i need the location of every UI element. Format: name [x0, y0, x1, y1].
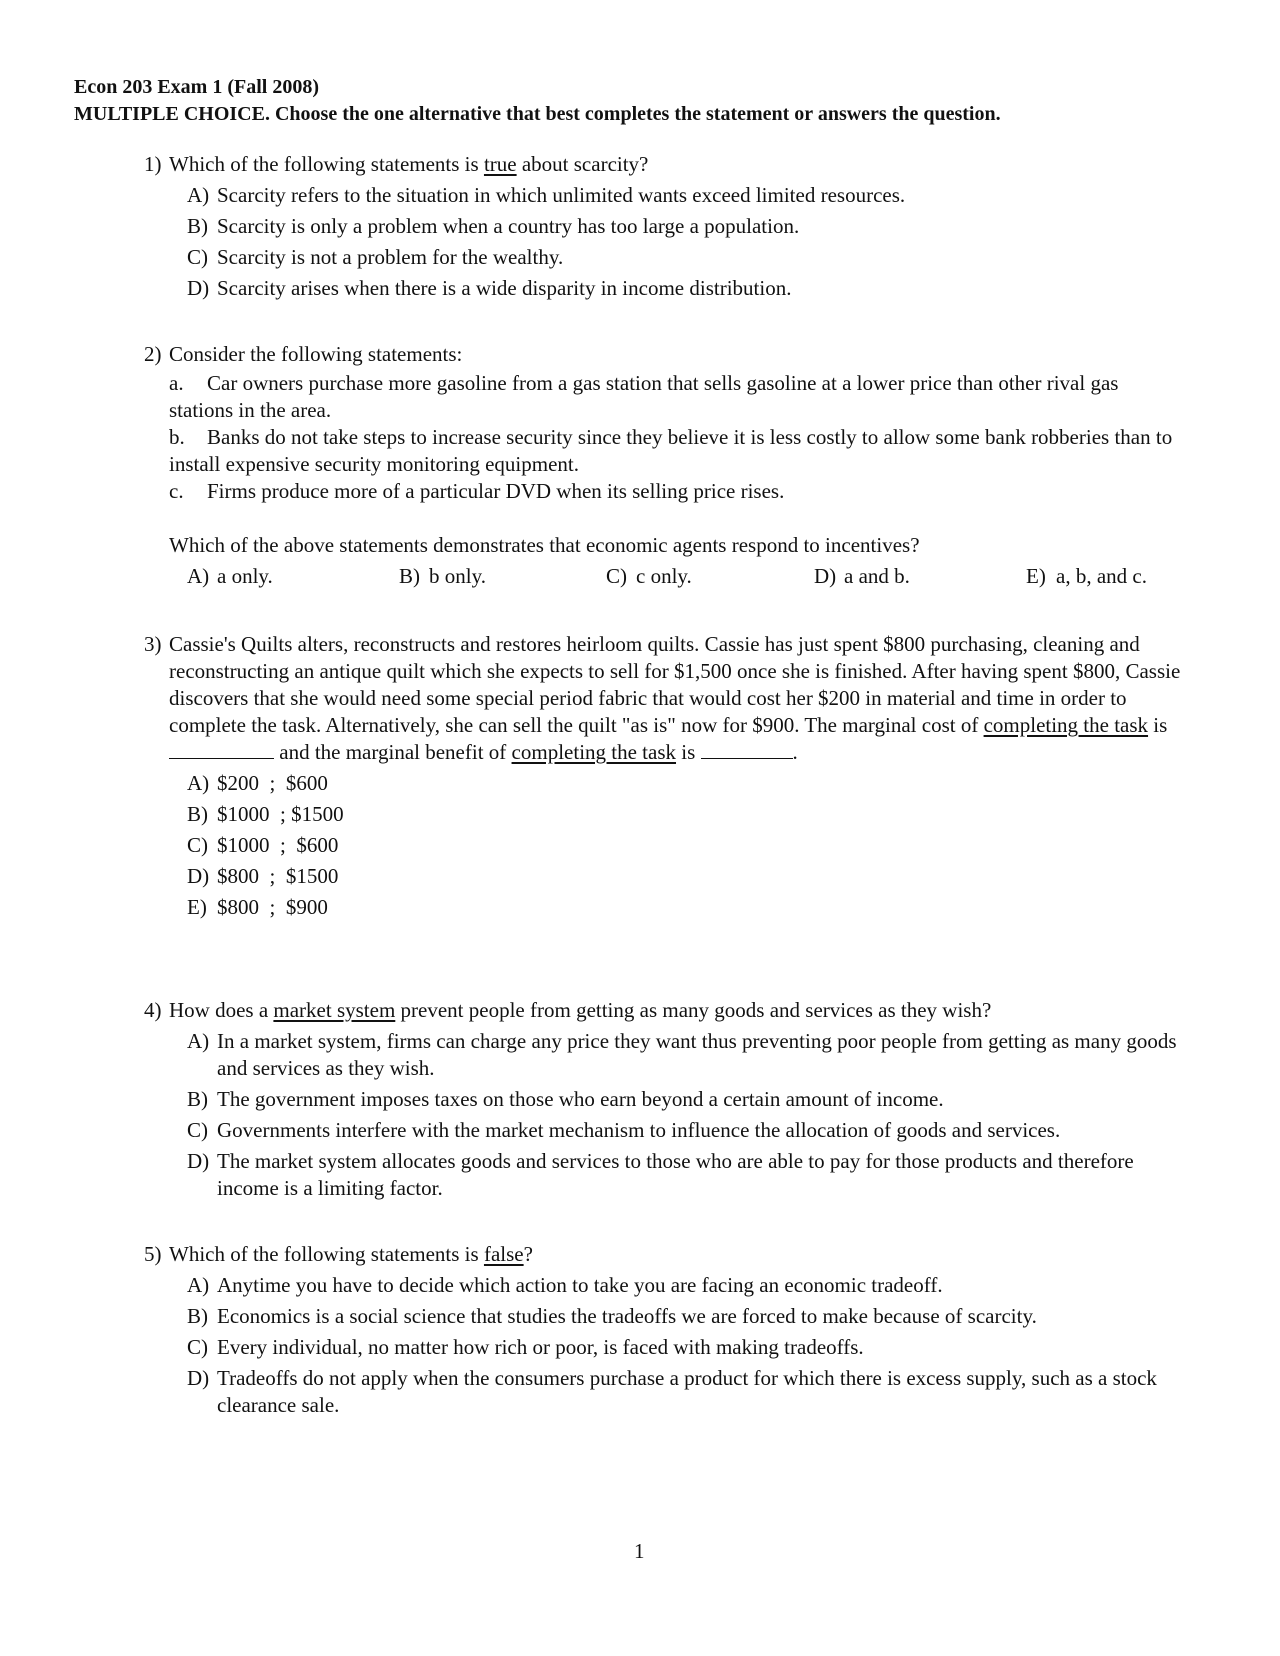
question-number: 1): [144, 152, 162, 176]
choice-a: [187, 770, 1189, 797]
choice-text: $1000 ; $1500: [217, 802, 344, 826]
statement-label: a.: [169, 371, 184, 395]
choice-label: C): [187, 245, 208, 269]
choice-label: C): [187, 833, 208, 857]
stem-underlined: true: [483, 152, 517, 176]
choice-label: C): [187, 1335, 208, 1359]
choice-label: D): [814, 564, 837, 588]
choice-text: a only.: [217, 564, 273, 588]
choice-label: E): [1026, 564, 1046, 588]
choice-text: Governments interfere with the market mechanism to influence the allocation of goods and services.: [217, 1118, 1061, 1142]
statement-text: Firms produce more of a particular DVD when its selling price rises.: [207, 479, 785, 503]
choice-label: D): [187, 276, 210, 300]
question-3: [144, 631, 1189, 925]
answer-choices: [187, 1028, 1184, 1202]
choice-a: [187, 182, 1184, 209]
choice-text: In a market system, firms can charge any price they want thus preventing poor people from getting as many goods and services as they wish.: [217, 1029, 1177, 1080]
choice-text: b only.: [429, 564, 486, 588]
stem-text: and the marginal benefit of: [274, 740, 512, 764]
stem-text: ?: [523, 1242, 533, 1266]
choice-label: A): [187, 564, 210, 588]
choice-d: [187, 275, 1184, 302]
choice-e: [187, 894, 1189, 921]
choice-text: The government imposes taxes on those who earn beyond a certain amount of income.: [217, 1087, 944, 1111]
choice-b: [187, 801, 1189, 828]
choice-label: A): [187, 771, 210, 795]
statement-list: [169, 370, 1184, 505]
question-number: 3): [144, 632, 162, 656]
choice-text: Scarcity is not a problem for the wealthy.: [217, 245, 564, 269]
stem-underlined: market system: [273, 998, 396, 1022]
choice-text: $200 ; $600: [217, 771, 328, 795]
choice-b: [187, 1086, 1184, 1113]
answer-choices: [187, 770, 1189, 921]
stem-text: is: [1148, 713, 1168, 737]
choice-text: Every individual, no matter how rich or poor, is faced with making tradeoffs.: [217, 1335, 864, 1359]
choice-d: [187, 863, 1189, 890]
question-2-stem: [144, 341, 1184, 368]
question-4: [144, 997, 1184, 1206]
statement-a: [169, 370, 1184, 424]
choice-text: Economics is a social science that studies the tradeoffs we are forced to make because of scarcity.: [217, 1304, 1037, 1328]
choice-label: A): [187, 1029, 210, 1053]
statement-label: c.: [169, 479, 184, 503]
choice-text: c only.: [636, 564, 692, 588]
stem-text: Which of the following statements is: [169, 152, 484, 176]
choice-text: The market system allocates goods and services to those who are able to pay for those products and therefore income is a limiting factor.: [217, 1149, 1134, 1200]
stem-text: Consider the following statements:: [169, 342, 463, 366]
choice-a: [187, 1272, 1184, 1299]
choice-label: C): [187, 1118, 208, 1142]
choice-label: D): [187, 1366, 210, 1390]
question-3-stem: [144, 631, 1189, 766]
choice-text: Scarcity refers to the situation in which unlimited wants exceed limited resources.: [217, 183, 906, 207]
choice-label: D): [187, 1149, 210, 1173]
choice-text: a and b.: [844, 564, 910, 588]
stem-underlined: completing the task: [511, 740, 677, 764]
answer-blank: [701, 740, 793, 759]
question-number: 4): [144, 998, 162, 1022]
choice-e: [1026, 563, 1147, 590]
choice-label: B): [187, 214, 208, 238]
answer-choices: [187, 563, 1184, 590]
answer-choices: [187, 1272, 1184, 1419]
question-1-stem: [144, 151, 1184, 178]
stem-text: .: [792, 740, 798, 764]
choice-label: C): [606, 564, 627, 588]
choice-c: [606, 563, 814, 590]
question-number: 5): [144, 1242, 162, 1266]
choice-b: [399, 563, 606, 590]
stem-text: Which of the following statements is: [169, 1242, 484, 1266]
page-number: 1: [634, 1539, 645, 1563]
choice-c: [187, 244, 1184, 271]
statement-label: b.: [169, 425, 185, 449]
choice-text: Scarcity is only a problem when a country has too large a population.: [217, 214, 800, 238]
stem-underlined: completing the task: [983, 713, 1149, 737]
statement-text: Banks do not take steps to increase security since they believe it is less costly to allow some bank robberies than to install expensive security monitoring equipment.: [169, 425, 1173, 476]
exam-title: Econ 203 Exam 1 (Fall 2008): [74, 76, 319, 98]
statement-text: Car owners purchase more gasoline from a gas station that sells gasoline at a lower price than other rival gas stations in the area.: [169, 371, 1119, 422]
choice-d: [814, 563, 1026, 590]
choice-text: $800 ; $900: [217, 895, 328, 919]
choice-text: $800 ; $1500: [217, 864, 339, 888]
choice-label: E): [187, 895, 207, 919]
choice-b: [187, 213, 1184, 240]
statement-b: [169, 424, 1184, 478]
stem-text: about scarcity?: [516, 152, 649, 176]
stem-text: Cassie's Quilts alters, reconstructs and restores heirloom quilts. Cassie has just spent $800 purchasing, cleaning and reconstructing an antique quilt which she expects to sell for $1,500 once she is finished. After having spent $800, Cassie discovers that she would need some special period fabric that would cost her $200 in material and time in order to complete the task. Alternatively, she can sell the quilt "as is" now for $900. The marginal cost of: [169, 632, 1181, 737]
choice-text: Anytime you have to decide which action to take you are facing an economic tradeoff.: [217, 1273, 943, 1297]
choice-label: B): [187, 1304, 208, 1328]
question-2-prompt: Which of the above statements demonstrates that economic agents respond to incentives?: [169, 533, 920, 557]
question-5: [144, 1241, 1184, 1423]
choice-d: [187, 1148, 1184, 1202]
choice-label: D): [187, 864, 210, 888]
choice-d: [187, 1365, 1184, 1419]
question-1: [144, 151, 1184, 306]
choice-c: [187, 832, 1189, 859]
choice-text: Tradeoffs do not apply when the consumers purchase a product for which there is excess supply, such as a stock clearance sale.: [217, 1366, 1157, 1417]
choice-text: $1000 ; $600: [217, 833, 339, 857]
choice-a: [187, 563, 399, 590]
choice-label: B): [399, 564, 420, 588]
question-4-stem: [144, 997, 1184, 1024]
choice-label: B): [187, 1087, 208, 1111]
section-instructions: MULTIPLE CHOICE. Choose the one alternative that best completes the statement or answers the question.: [74, 103, 1001, 125]
stem-underlined: false: [483, 1242, 524, 1266]
question-2: [144, 341, 1184, 590]
stem-text: How does a: [169, 998, 274, 1022]
choice-c: [187, 1334, 1184, 1361]
choice-label: B): [187, 802, 208, 826]
choice-c: [187, 1117, 1184, 1144]
choice-text: Scarcity arises when there is a wide disparity in income distribution.: [217, 276, 792, 300]
question-number: 2): [144, 342, 162, 366]
question-5-stem: [144, 1241, 1184, 1268]
stem-text: is: [676, 740, 701, 764]
choice-text: a, b, and c.: [1056, 564, 1147, 588]
answer-choices: [187, 182, 1184, 302]
stem-text: prevent people from getting as many goods and services as they wish?: [395, 998, 992, 1022]
choice-label: A): [187, 183, 210, 207]
choice-label: A): [187, 1273, 210, 1297]
choice-a: [187, 1028, 1184, 1082]
answer-blank: [169, 740, 274, 759]
statement-c: [169, 478, 1184, 505]
choice-b: [187, 1303, 1184, 1330]
